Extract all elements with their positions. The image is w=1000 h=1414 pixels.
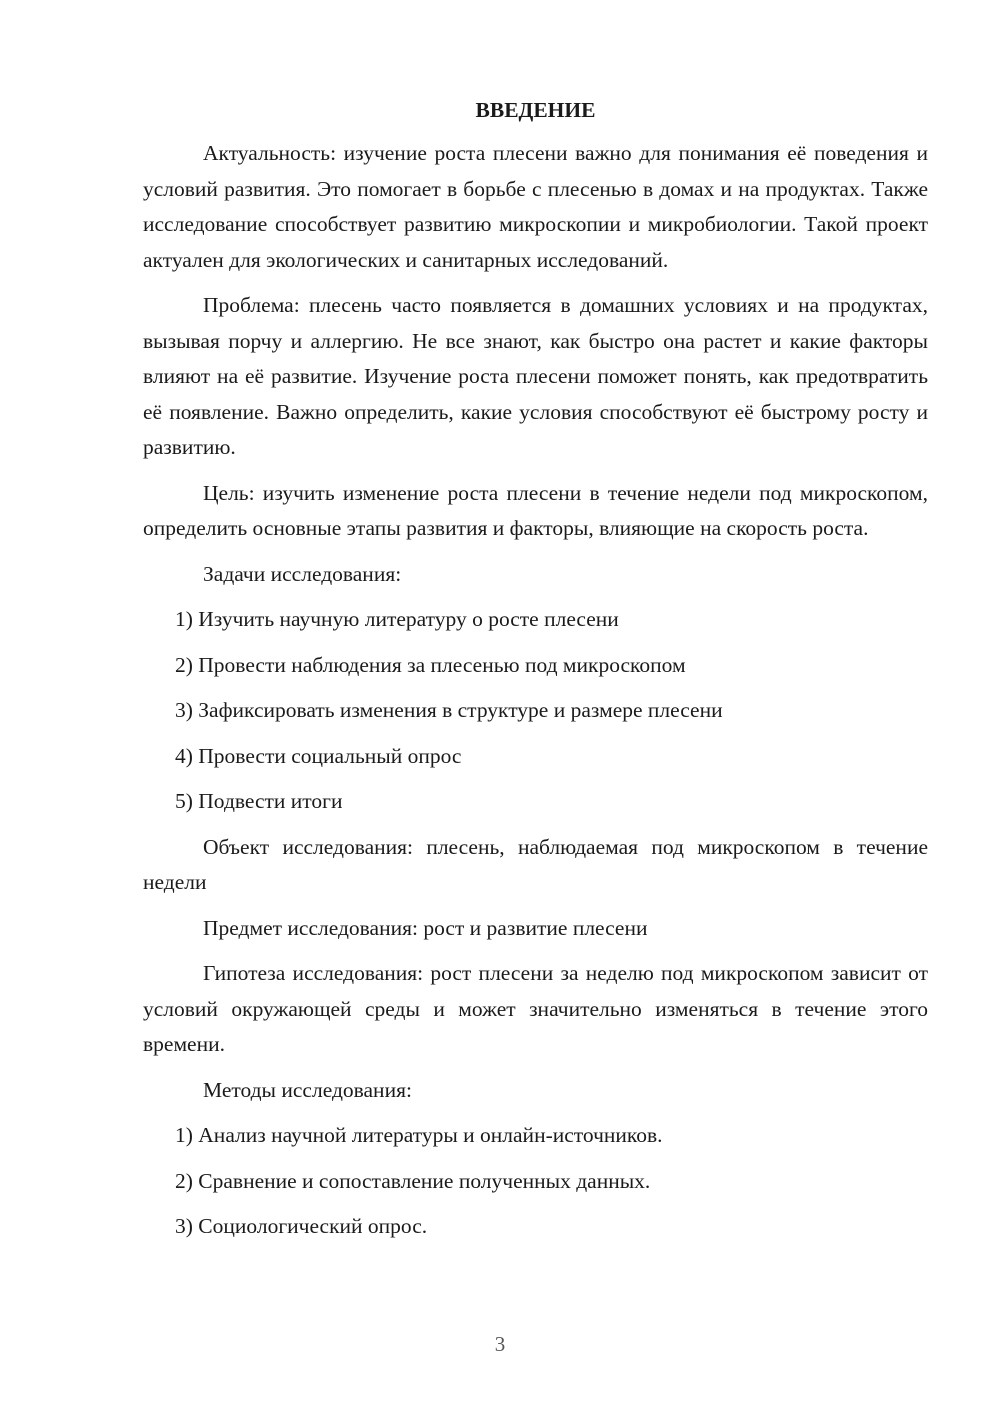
list-item: 1) Изучить научную литературу о росте плесени bbox=[175, 607, 619, 631]
list-item: 2) Сравнение и сопоставление полученных данных. bbox=[175, 1168, 651, 1193]
tasks-heading: Задачи исследования: bbox=[203, 561, 402, 586]
list-item: 5) Подвести итоги bbox=[175, 789, 343, 813]
document-page bbox=[143, 92, 928, 1255]
methods-list bbox=[143, 1118, 928, 1245]
section-title: ВВЕДЕНИЕ bbox=[475, 98, 596, 122]
list-item: 2) Провести наблюдения за плесенью под микроскопом bbox=[175, 652, 686, 677]
list-item: 3) Социологический опрос. bbox=[175, 1214, 428, 1238]
subject-paragraph: Предмет исследования: рост и развитие плесени bbox=[203, 915, 648, 940]
list-item: 1) Анализ научной литературы и онлайн-источников. bbox=[175, 1123, 663, 1147]
hypothesis-paragraph: Гипотеза исследования: рост плесени за неделю под микроскопом зависит от условий окружающей среды и может значительно изменяться в течение этого времени. bbox=[143, 961, 928, 1056]
relevance-paragraph: Актуальность: изучение роста плесени важно для понимания её поведения и условий развития. Это помогает в борьбе с плесенью в домах и на продуктах. Также исследование способствует развитию микроскопии и микробиологии. Такой проект актуален для экологических и санитарных исследований. bbox=[143, 141, 928, 272]
problem-paragraph: Проблема: плесень часто появляется в домашних условиях и на продуктах, вызывая порчу и аллергию. Не все знают, как быстро она растет и какие факторы влияют на её развитие. Изучение роста плесени поможет понять, как предотвратить её появление. Важно определить, какие условия способствуют её быстрому росту и развитию. bbox=[143, 293, 928, 459]
object-paragraph: Объект исследования: плесень, наблюдаемая под микроскопом в течение недели bbox=[143, 834, 928, 894]
goal-paragraph: Цель: изучить изменение роста плесени в течение недели под микроскопом, определить основные этапы развития и факторы, влияющие на скорость роста. bbox=[143, 480, 928, 540]
tasks-list bbox=[143, 602, 928, 820]
page-number: 3 bbox=[494, 1332, 506, 1356]
methods-heading: Методы исследования: bbox=[203, 1077, 412, 1102]
list-item: 4) Провести социальный опрос bbox=[175, 743, 462, 768]
list-item: 3) Зафиксировать изменения в структуре и размере плесени bbox=[175, 698, 723, 722]
